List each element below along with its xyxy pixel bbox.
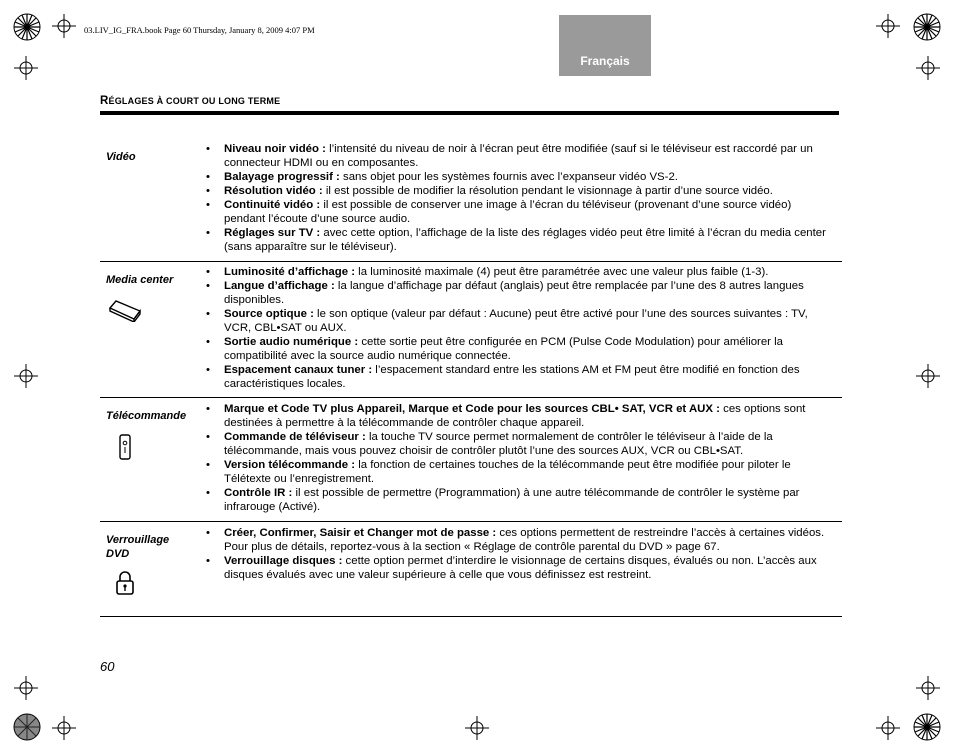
language-tab [559, 15, 651, 76]
registration-mark-icon [916, 364, 940, 388]
list-item [206, 170, 834, 184]
item-list [206, 265, 834, 391]
item-text: avec cette option, l’affichage de la liste des réglages vidéo peut être limité à l’écran du media center (sans apparaître sur le téléviseur). [224, 227, 826, 253]
section-title-rest: ÉGLAGES À COURT OU LONG TERME [108, 96, 281, 106]
item-term: Commande de téléviseur : [224, 431, 366, 443]
item-list [206, 526, 834, 582]
registration-star-icon [12, 712, 42, 742]
list-item [206, 526, 834, 554]
item-term: Verrouillage disques : [224, 555, 343, 567]
list-item [206, 486, 834, 514]
item-term: Marque et Code TV plus Appareil, Marque et Code pour les sources CBL• SAT, VCR et AUX : [224, 403, 720, 415]
title-rule [100, 111, 839, 115]
registration-mark-icon [14, 364, 38, 388]
item-text: la luminosité maximale (4) peut être paramétrée avec une valeur plus faible (1-3). [355, 266, 769, 278]
registration-star-icon [12, 12, 42, 42]
section-title-initial: R [100, 95, 109, 107]
item-text: il est possible de conserver une image à l’écran du téléviseur (provenant d’une source vidéo) pendant l’écoute d’une source audio. [224, 199, 792, 225]
list-item [206, 554, 834, 582]
item-text: la touche TV source permet normalement de contrôler le téléviseur à l’aide de la télécommande, mais vous pouvez choisir de contrôler plutôt l’une des sources AUX, VCR ou CBL•SAT. [224, 431, 773, 457]
settings-row-video [100, 128, 842, 262]
item-text: le son optique (valeur par défaut : Aucune) peut être activé pour l’une des sources suivantes : TV, VCR, CBL•SAT ou AUX. [224, 308, 808, 334]
language-tab-label: Français [580, 54, 630, 68]
item-term: Niveau noir vidéo : [224, 143, 326, 155]
list-item [206, 430, 834, 458]
registration-star-icon [912, 712, 942, 742]
item-term: Contrôle IR : [224, 487, 293, 499]
list-item [206, 279, 834, 307]
item-list [206, 402, 834, 514]
registration-mark-icon [465, 716, 489, 740]
registration-mark-icon [876, 716, 900, 740]
list-item [206, 184, 834, 198]
item-text: il est possible de modifier la résolution pendant le visionnage à partir d’une source vidéo. [322, 185, 773, 197]
list-item [206, 363, 834, 391]
item-text: cette sortie peut être configurée en PCM (Pulse Code Modulation) pour améliorer la compatibilité avec la source audio numérique connectée. [224, 336, 784, 362]
registration-mark-icon [876, 14, 900, 38]
item-text: ces options sont destinées à permettre à la télécommande de contrôler chaque appareil. [224, 403, 806, 429]
list-item [206, 226, 834, 254]
section-title [100, 95, 280, 107]
item-term: Créer, Confirmer, Saisir et Changer mot de passe : [224, 527, 497, 539]
item-text: l’espacement standard entre les stations AM et FM peut être modifié en fonction des caractéristiques locales. [224, 364, 800, 390]
list-item [206, 307, 834, 335]
row-label: Media center [106, 274, 174, 286]
remote-control-icon [118, 434, 132, 460]
item-term: Réglages sur TV : [224, 227, 321, 239]
registration-mark-icon [52, 716, 76, 740]
registration-star-icon [912, 12, 942, 42]
item-term: Version télécommande : [224, 459, 356, 471]
list-item [206, 458, 834, 486]
item-term: Luminosité d’affichage : [224, 266, 356, 278]
registration-mark-icon [14, 56, 38, 80]
list-item [206, 402, 834, 430]
media-center-icon [108, 298, 142, 322]
item-term: Sortie audio numérique : [224, 336, 359, 348]
item-term: Résolution vidéo : [224, 185, 323, 197]
page-number: 60 [100, 659, 115, 674]
list-item [206, 265, 834, 279]
list-item [206, 198, 834, 226]
item-list [206, 142, 834, 254]
item-term: Source optique : [224, 308, 314, 320]
registration-mark-icon [916, 56, 940, 80]
item-term: Langue d’affichage : [224, 280, 335, 292]
row-label: Télécommande [106, 410, 187, 422]
registration-mark-icon [14, 676, 38, 700]
list-item [206, 335, 834, 363]
item-text: il est possible de permettre (Programmation) à une autre télécommande de contrôler le système par infrarouge (Activé). [224, 487, 800, 513]
registration-mark-icon [52, 14, 76, 38]
row-label: Vidéo [106, 151, 136, 163]
item-text: l’intensité du niveau de noir à l’écran peut être modifiée (sauf si le téléviseur est raccordé par un connecteur HDMI ou en composantes. [224, 143, 813, 169]
item-term: Continuité vidéo : [224, 199, 321, 211]
item-term: Balayage progressif : [224, 171, 340, 183]
item-text: la fonction de certaines touches de la télécommande peut être modifiée pour piloter le Télétexte ou l’enregistrement. [224, 459, 791, 485]
settings-row-media-center [100, 262, 842, 398]
item-text: la langue d’affichage par défaut (anglais) peut être remplacée par l’une des 8 autres langues disponibles. [224, 280, 804, 306]
list-item [206, 142, 834, 170]
item-text: cette option permet d’interdire le visionnage de certains disques, évalués ou non. L’accès aux disques évalués avec une valeur supérieure à celle que vous définissez est restreint. [224, 555, 817, 581]
settings-row-remote [100, 398, 842, 522]
registration-mark-icon [916, 676, 940, 700]
item-text: sans objet pour les systèmes fournis avec l’expanseur vidéo VS-2. [339, 171, 678, 183]
row-label: Verrouillage DVD [106, 534, 170, 560]
print-header: 03.LIV_IG_FRA.book Page 60 Thursday, January 8, 2009 4:07 PM [84, 25, 315, 35]
lock-icon [115, 570, 135, 596]
settings-row-dvd-lock [100, 522, 842, 617]
item-text: ces options permettent de restreindre l’accès à certaines vidéos. Pour plus de détails, reportez-vous à la section « Réglage de contrôle parental du DVD » page 67. [224, 527, 825, 553]
item-term: Espacement canaux tuner : [224, 364, 373, 376]
